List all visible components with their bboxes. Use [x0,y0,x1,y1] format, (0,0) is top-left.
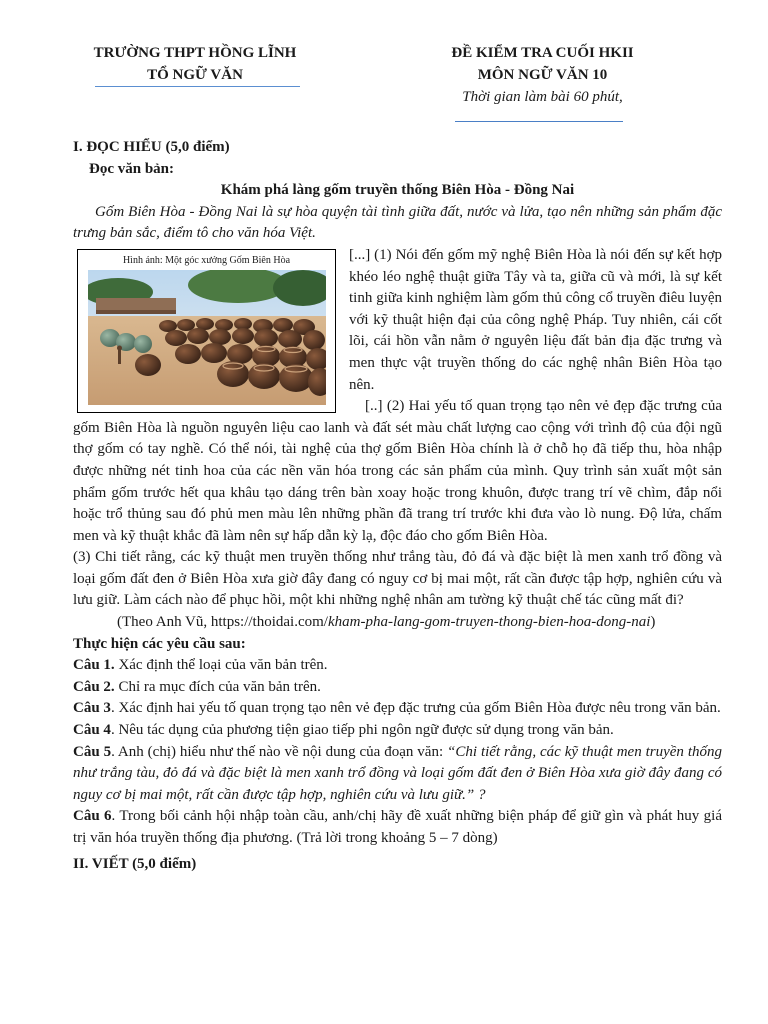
question-2 [73,677,722,699]
question-label: Câu 6 [73,808,112,825]
paragraph-3: (3) Chi tiết rằng, các kỹ thuật men truyền thống như trắng tàu, đỏ đá và đặc biệt là men xanh trổ đồng và loại gốm đất đen ở Biên Hòa xưa giờ đây đang có nguy cơ bị mai một, rất cần được tập hợp, nghiên cứu và lưu giữ. Làm cách nào để phục hồi, một khi những nghệ nhân am tường kỹ thuật chế tác cũng mất đi? [73,549,722,609]
question-5 [73,742,722,807]
question-text: . Nêu tác dụng của phương tiện giao tiếp phi ngôn ngữ được sử dụng trong văn bản. [110,722,614,739]
tasks-heading: Thực hiện các yêu cầu sau: [73,635,246,652]
section2-heading: II. VIẾT (5,0 điểm) [73,855,197,872]
source-prefix: (Theo Anh Vũ, https://thoidai.com/ [117,614,328,631]
header-divider-right [455,121,623,122]
question-4 [73,720,722,742]
exam-subject: MÔN NGỮ VĂN 10 [477,67,608,83]
question-label: Câu 1. [73,657,115,674]
paragraph-1: [...] (1) Nói đến gốm mỹ nghệ Biên Hòa là nói đến sự kết hợp khéo léo nghệ thuật giữa Tây và ta, giữa cũ và mới, là sự kết tinh giữa kinh nghiệm làm gốm thủ công cổ truyền điêu luyện với kỹ thuật hiện đại của công nghệ Pháp. Tuy nhiên, cái cốt lõi, cái hồn vẫn nằm ở nguyên liệu đất bản địa đặc trưng và men thực vật truyền thống do các nghệ nhân Biên Hòa tạo nên. [349,246,722,393]
school-header [70,42,320,86]
exam-body [73,137,722,875]
exam-time: Thời gian làm bài 60 phút, [462,89,623,105]
question-quote: “Chi tiết rằng, các kỹ thuật men truyền thống như trắng tàu, đỏ đá và đặc biệt là men xanh trổ đồng và loại gốm đất đen ở Biên Hòa xưa giờ đây đang có nguy cơ bị mai một, rất cần được tập hợp, nghiên cứu và lưu giữ.” ? [73,743,722,803]
question-text: . Xác định hai yếu tố quan trọng tạo nên vẻ đẹp đặc trưng của gốm Biên Hòa được nêu trong văn bản. [110,700,721,717]
photo-caption: Hình ảnh: Một góc xưởng Gốm Biên Hòa [122,254,291,266]
article-lead: Gốm Biên Hòa - Đồng Nai là sự hòa quyện tài tình giữa đất, nước và lửa, tạo nên những sản phẩm đặc trưng bản sắc, điểm tô cho văn hóa Việt. [73,203,722,242]
workshop-photo [77,249,336,413]
question-label: Câu 5 [73,743,112,760]
question-text: . Trong bối cảnh hội nhập toàn cầu, anh/chị hãy đề xuất những biện pháp để giữ gìn và phát huy giá trị văn hóa truyền thống địa phương. (Trả lời trong khoảng 5 – 7 dòng) [73,808,722,846]
source-url: kham-pha-lang-gom-truyen-thong-bien-hoa-dong-nai [327,614,651,631]
question-3 [73,698,722,720]
exam-title: ĐỀ KIỂM TRA CUỐI HKII [451,45,634,61]
article-title: Khám phá làng gốm truyền thống Biên Hòa - Đồng Nai [220,182,575,199]
question-text: Chỉ ra mục đích của văn bản trên. [114,678,321,695]
pottery-yard-image [88,270,326,405]
exam-header [410,42,675,108]
question-label: Câu 2. [73,678,115,695]
question-6 [73,806,722,849]
question-text: . Anh (chị) hiểu như thế nào về nội dung của đoạn văn: [111,743,448,760]
question-text: Xác định thể loại của văn bản trên. [114,657,328,674]
paragraph-2: [..] (2) Hai yếu tố quan trọng tạo nên vẻ đẹp đặc trưng của gốm Biên Hòa là nguồn nguyên liệu cao lanh và đất sét màu chất lượng cao cộng với trình độ của đội ngũ thợ gốm có tay nghề. Có thể nói, tài nghệ của thợ gốm Biên Hòa chính là ở chỗ họ đã tiếp thu, hòa nhập được những nét tinh hoa của các nền văn hóa trong các sản phẩm của mình. Quy trình sản xuất một sản phẩm gốm trước hết qua khâu tạo dáng trên bàn xoay hoặc trong khuôn, được trang trí vẽ chìm, đắp nổi hoặc trổ thủng sau đó phủ men màu lên những phần đã trang trí trước khi đưa vào lò nung. Độ lửa, chấm men và kỹ thuật khắc đã làm nên sự hấp dẫn kỳ lạ, độc đáo cho gốm Biên Hòa. [73,398,722,544]
department-name: TỔ NGỮ VĂN [147,67,243,83]
header-divider-left [95,86,300,87]
question-label: Câu 3 [73,700,111,717]
question-1 [73,655,722,677]
school-name: TRƯỜNG THPT HỒNG LĨNH [93,45,297,61]
question-label: Câu 4 [73,722,111,739]
section1-heading: I. ĐỌC HIỂU (5,0 điểm) [73,139,230,155]
source-suffix: ) [650,614,656,631]
source-citation [73,612,722,634]
read-label: Đọc văn bản: [89,160,175,177]
